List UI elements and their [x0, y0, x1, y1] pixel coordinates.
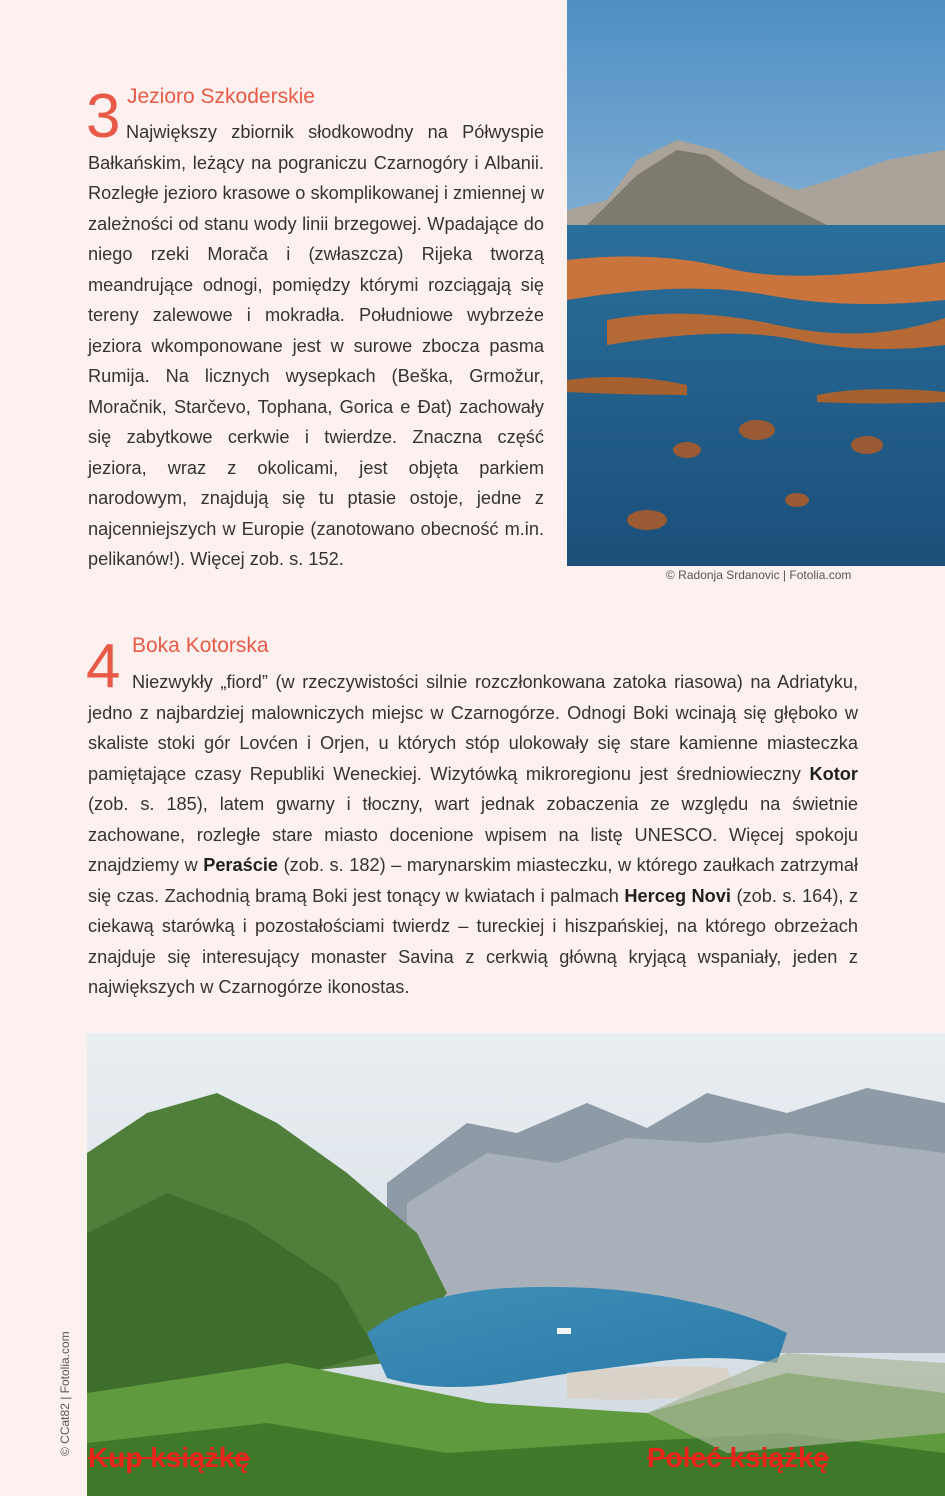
section-title-boka-kotorska: Boka Kotorska: [132, 634, 269, 657]
section-number-3: 3: [86, 82, 121, 151]
photo-credit-kotor: © CCat82 | Fotolia.com: [58, 1331, 72, 1456]
text-part: Niezwykły „fiord” (w rzeczywistości silnie rozczłonkowana zatoka riasowa) na Adriatyku, jedno z najbardziej malowniczych miejsc w Czarnogórze. Odnogi Boki wcinają się głęboko w skaliste stoki gór Lovćen i Orjen, u których stóp ulokowały się stare kamienne miasteczka pamiętające czasy Republiki Weneckiej. Wizytówką mikroregionu jest średniowieczny: [88, 672, 858, 784]
place-perast: Peraście: [203, 855, 279, 875]
section-title-jezioro-szkoderskie: Jezioro Szkoderskie: [127, 85, 315, 108]
place-herceg-novi: Herceg Novi: [624, 885, 731, 906]
section-text-boka-kotorska: [88, 667, 858, 1003]
photo-credit-skadar: © Radonja Srdanovic | Fotolia.com: [666, 568, 852, 582]
buy-book-link[interactable]: Kup książkę: [88, 1442, 250, 1473]
text-part: (zob. s. 164), z ciekawą starówką i pozostałościami twierdz – tureckiej i hiszpańskiej, na którego obrzeżach znajduje się interesujący monaster Savina z cerkwią główną kryjącą wspaniały, jeden z największych w Czarnogórze ikonostas.: [88, 885, 859, 997]
text-part: (zob. s. 182) – marynarskim miasteczku, w którego zaułkach zatrzymał się czas. Zachodnią bramą Boki jest tonący w kwiatach i palmach: [88, 855, 858, 906]
bay-of-kotor-photo: [87, 1033, 945, 1496]
section-text-jezioro-szkoderskie: Największy zbiornik słodkowodny na Półwyspie Bałkańskim, leżący na pograniczu Czarnogóry i Albanii. Rozległe jezioro krasowe o skomplikowanej i zmiennej w zależności od stanu wody linii brzegowej. Wpadające do niego rzeki Morača i (zwłaszcza) Rijeka tworzą meandrujące odnogi, pomiędzy którymi rozciągają się tereny zalewowe i mokradła. Południowe wybrzeże jeziora wkomponowane jest w surowe zbocza pasma Rumija. Na licznych wysepkach (Beška, Grmožur, Moračnik, Starčevo, Tophana, Gorica e Đat) zachowały się zabytkowe cerkwie i twierdze. Znaczna część jeziora, wraz z okolicami, jest objęta parkiem narodowym, znajdują się tu ptasie ostoje, jedne z najcenniejszych w Europie (zanotowano obecność m.in. pelikanów!). Więcej zob. s. 152.: [88, 122, 544, 569]
section-number-4: 4: [86, 632, 121, 701]
place-kotor: Kotor: [809, 763, 858, 784]
text-part: (zob. s. 185), latem gwarny i tłoczny, wart jednak zobaczenia ze względu na świetnie zachowane, rozległe stare miasto docenione wpisem na listę UNESCO. Więcej spokoju znajdziemy w: [88, 794, 858, 875]
recommend-book-link[interactable]: Poleć książkę: [647, 1442, 830, 1473]
skadar-lake-photo: [567, 0, 945, 566]
